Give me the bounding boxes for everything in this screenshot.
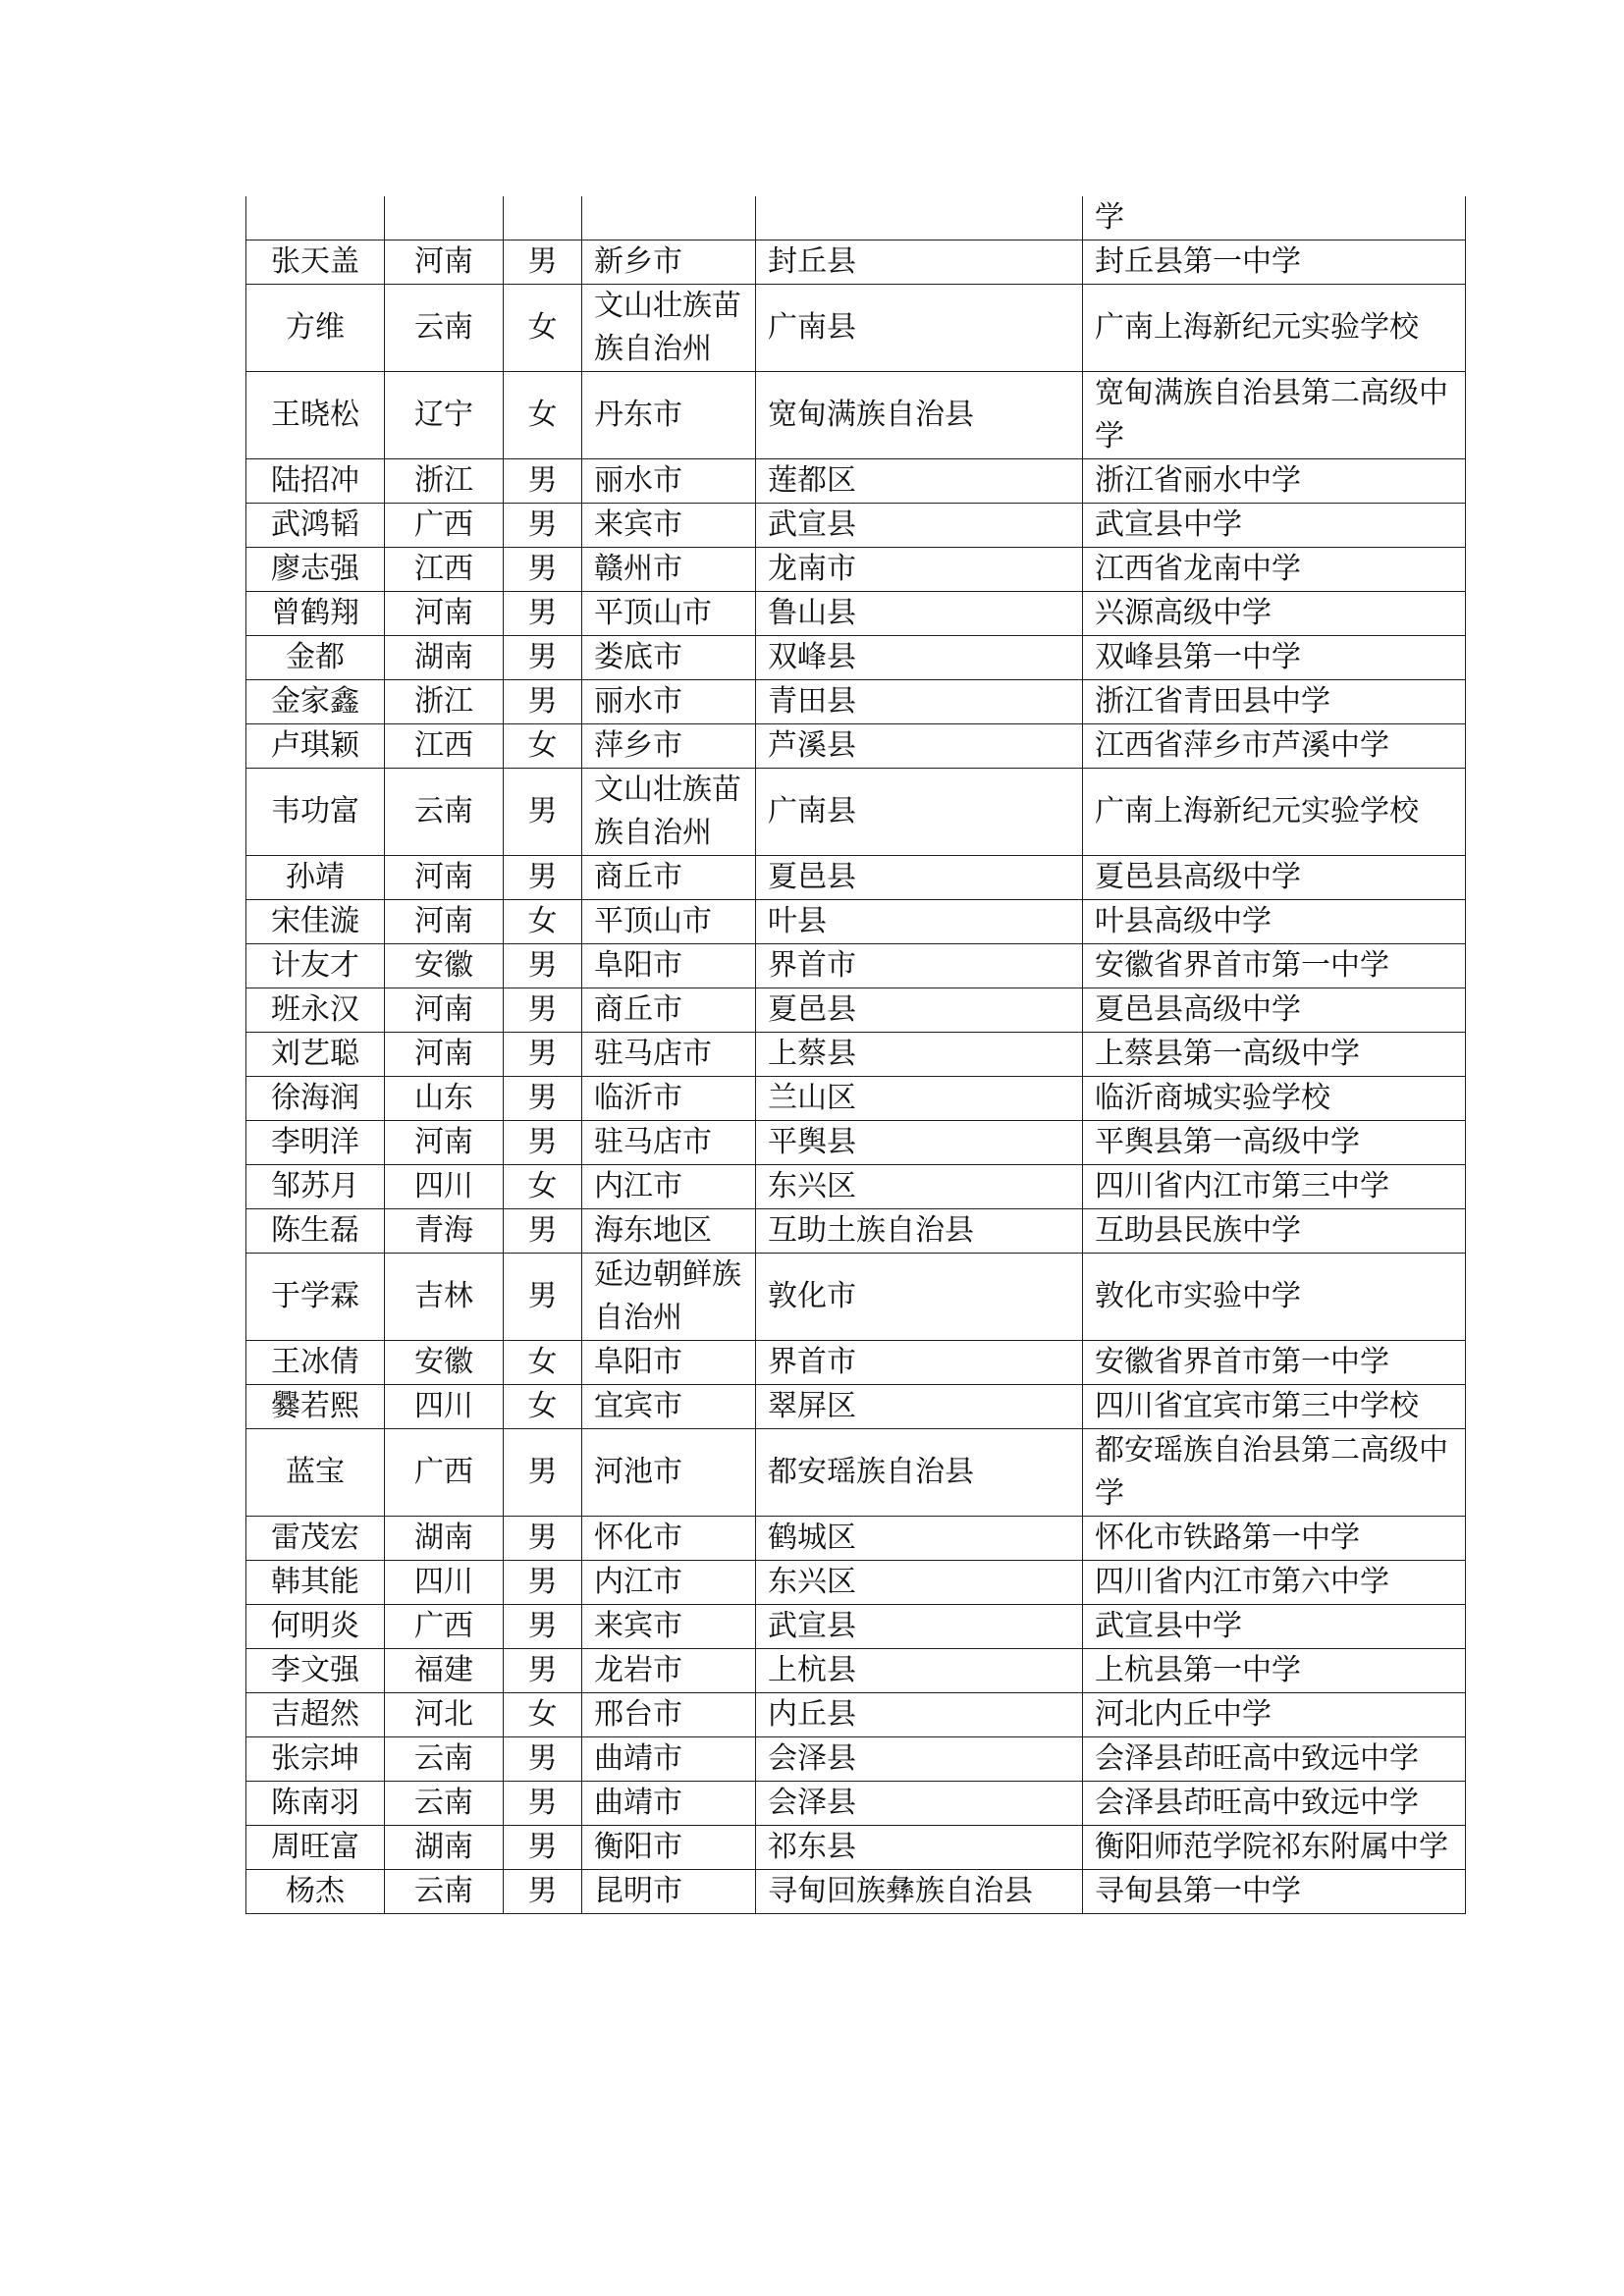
roster-body	[246, 196, 1466, 1914]
school-cell: 学	[1083, 196, 1466, 240]
county-cell: 界首市	[756, 1341, 1083, 1385]
county-cell: 东兴区	[756, 1561, 1083, 1605]
student-name-cell: 韦功富	[246, 769, 385, 856]
city-cell: 新乡市	[582, 240, 756, 285]
school-cell: 会泽县茚旺高中致远中学	[1083, 1782, 1466, 1826]
student-name-cell: 爨若熙	[246, 1385, 385, 1429]
student-name-cell: 王晓松	[246, 372, 385, 459]
county-cell: 双峰县	[756, 636, 1083, 680]
school-cell: 叶县高级中学	[1083, 900, 1466, 944]
province-cell: 吉林	[385, 1254, 504, 1341]
student-name-cell: 李文强	[246, 1649, 385, 1693]
gender-cell: 男	[504, 1254, 582, 1341]
gender-cell: 男	[504, 636, 582, 680]
table-row	[246, 856, 1466, 900]
student-name-cell: 陈南羽	[246, 1782, 385, 1826]
gender-cell: 男	[504, 1561, 582, 1605]
province-cell: 四川	[385, 1385, 504, 1429]
school-cell: 敦化市实验中学	[1083, 1254, 1466, 1341]
gender-cell: 男	[504, 1077, 582, 1121]
city-cell: 河池市	[582, 1429, 756, 1517]
province-cell: 云南	[385, 1782, 504, 1826]
gender-cell: 男	[504, 1429, 582, 1517]
city-cell: 衡阳市	[582, 1826, 756, 1870]
city-cell: 宜宾市	[582, 1385, 756, 1429]
table-row	[246, 988, 1466, 1033]
county-cell: 鹤城区	[756, 1517, 1083, 1561]
county-cell: 内丘县	[756, 1693, 1083, 1737]
school-cell: 平舆县第一高级中学	[1083, 1121, 1466, 1165]
table-row	[246, 724, 1466, 769]
student-name-cell: 孙靖	[246, 856, 385, 900]
table-row	[246, 548, 1466, 592]
student-name-cell: 于学霖	[246, 1254, 385, 1341]
province-cell: 广西	[385, 1605, 504, 1649]
city-cell: 商丘市	[582, 856, 756, 900]
table-row	[246, 1385, 1466, 1429]
gender-cell: 男	[504, 1033, 582, 1077]
gender-cell: 男	[504, 1649, 582, 1693]
city-cell: 丽水市	[582, 459, 756, 504]
city-cell: 娄底市	[582, 636, 756, 680]
student-name-cell: 王冰倩	[246, 1341, 385, 1385]
county-cell: 敦化市	[756, 1254, 1083, 1341]
table-row	[246, 285, 1466, 372]
school-cell: 上蔡县第一高级中学	[1083, 1033, 1466, 1077]
student-name-cell: 韩其能	[246, 1561, 385, 1605]
province-cell: 湖南	[385, 636, 504, 680]
province-cell: 四川	[385, 1165, 504, 1209]
school-cell: 兴源高级中学	[1083, 592, 1466, 636]
gender-cell: 男	[504, 856, 582, 900]
city-cell: 曲靖市	[582, 1737, 756, 1782]
county-cell: 莲都区	[756, 459, 1083, 504]
gender-cell: 男	[504, 592, 582, 636]
school-cell: 四川省内江市第六中学	[1083, 1561, 1466, 1605]
county-cell: 武宣县	[756, 1605, 1083, 1649]
table-row	[246, 944, 1466, 988]
province-cell: 云南	[385, 1870, 504, 1914]
city-cell: 龙岩市	[582, 1649, 756, 1693]
school-cell: 武宣县中学	[1083, 1605, 1466, 1649]
table-row	[246, 1429, 1466, 1517]
table-row	[246, 680, 1466, 724]
province-cell: 云南	[385, 769, 504, 856]
county-cell: 叶县	[756, 900, 1083, 944]
city-cell: 文山壮族苗族自治州	[582, 285, 756, 372]
gender-cell: 男	[504, 1209, 582, 1254]
county-cell: 宽甸满族自治县	[756, 372, 1083, 459]
province-cell: 辽宁	[385, 372, 504, 459]
city-cell: 怀化市	[582, 1517, 756, 1561]
city-cell: 来宾市	[582, 1605, 756, 1649]
student-name-cell: 刘艺聪	[246, 1033, 385, 1077]
gender-cell: 男	[504, 1605, 582, 1649]
county-cell: 封丘县	[756, 240, 1083, 285]
county-cell: 武宣县	[756, 504, 1083, 548]
city-cell: 临沂市	[582, 1077, 756, 1121]
gender-cell: 女	[504, 1385, 582, 1429]
county-cell: 芦溪县	[756, 724, 1083, 769]
city-cell: 内江市	[582, 1165, 756, 1209]
county-cell: 龙南市	[756, 548, 1083, 592]
county-cell: 平舆县	[756, 1121, 1083, 1165]
student-name-cell: 吉超然	[246, 1693, 385, 1737]
table-row	[246, 1605, 1466, 1649]
province-cell: 河南	[385, 900, 504, 944]
table-row	[246, 1649, 1466, 1693]
city-cell: 文山壮族苗族自治州	[582, 769, 756, 856]
student-name-cell: 杨杰	[246, 1870, 385, 1914]
city-cell: 邢台市	[582, 1693, 756, 1737]
student-name-cell: 徐海润	[246, 1077, 385, 1121]
province-cell: 福建	[385, 1649, 504, 1693]
student-name-cell: 张宗坤	[246, 1737, 385, 1782]
school-cell: 上杭县第一中学	[1083, 1649, 1466, 1693]
city-cell: 驻马店市	[582, 1033, 756, 1077]
table-row	[246, 1782, 1466, 1826]
school-cell: 江西省龙南中学	[1083, 548, 1466, 592]
school-cell: 四川省内江市第三中学	[1083, 1165, 1466, 1209]
city-cell: 延边朝鲜族自治州	[582, 1254, 756, 1341]
table-row	[246, 504, 1466, 548]
table-row	[246, 1254, 1466, 1341]
student-name-cell: 宋佳漩	[246, 900, 385, 944]
table-row	[246, 1737, 1466, 1782]
gender-cell: 男	[504, 1517, 582, 1561]
gender-cell: 男	[504, 504, 582, 548]
city-cell: 内江市	[582, 1561, 756, 1605]
gender-cell: 女	[504, 372, 582, 459]
county-cell: 都安瑶族自治县	[756, 1429, 1083, 1517]
city-cell: 来宾市	[582, 504, 756, 548]
school-cell: 互助县民族中学	[1083, 1209, 1466, 1254]
city-cell: 阜阳市	[582, 1341, 756, 1385]
gender-cell: 男	[504, 1121, 582, 1165]
city-cell: 驻马店市	[582, 1121, 756, 1165]
province-cell: 江西	[385, 724, 504, 769]
gender-cell	[504, 196, 582, 240]
province-cell: 广西	[385, 1429, 504, 1517]
school-cell: 广南上海新纪元实验学校	[1083, 285, 1466, 372]
student-name-cell: 陆招冲	[246, 459, 385, 504]
student-name-cell: 陈生磊	[246, 1209, 385, 1254]
gender-cell: 男	[504, 988, 582, 1033]
student-name-cell: 金家鑫	[246, 680, 385, 724]
table-row	[246, 1693, 1466, 1737]
county-cell: 会泽县	[756, 1737, 1083, 1782]
province-cell: 河南	[385, 1121, 504, 1165]
table-row	[246, 769, 1466, 856]
province-cell: 江西	[385, 548, 504, 592]
school-cell: 河北内丘中学	[1083, 1693, 1466, 1737]
gender-cell: 男	[504, 944, 582, 988]
province-cell: 河南	[385, 592, 504, 636]
city-cell: 阜阳市	[582, 944, 756, 988]
table-row	[246, 1826, 1466, 1870]
school-cell: 武宣县中学	[1083, 504, 1466, 548]
gender-cell: 女	[504, 285, 582, 372]
school-cell: 宽甸满族自治县第二高级中学	[1083, 372, 1466, 459]
province-cell: 湖南	[385, 1826, 504, 1870]
city-cell: 平顶山市	[582, 592, 756, 636]
school-cell: 广南上海新纪元实验学校	[1083, 769, 1466, 856]
student-name-cell: 班永汉	[246, 988, 385, 1033]
school-cell: 会泽县茚旺高中致远中学	[1083, 1737, 1466, 1782]
county-cell: 广南县	[756, 769, 1083, 856]
table-row	[246, 1077, 1466, 1121]
student-name-cell: 廖志强	[246, 548, 385, 592]
student-name-cell: 张天盖	[246, 240, 385, 285]
student-name-cell: 卢琪颖	[246, 724, 385, 769]
gender-cell: 男	[504, 240, 582, 285]
table-row	[246, 1033, 1466, 1077]
province-cell: 四川	[385, 1561, 504, 1605]
gender-cell: 男	[504, 1870, 582, 1914]
student-name-cell: 邹苏月	[246, 1165, 385, 1209]
student-name-cell	[246, 196, 385, 240]
province-cell: 安徽	[385, 1341, 504, 1385]
school-cell: 都安瑶族自治县第二高级中学	[1083, 1429, 1466, 1517]
province-cell: 河南	[385, 856, 504, 900]
province-cell: 河南	[385, 240, 504, 285]
city-cell: 商丘市	[582, 988, 756, 1033]
county-cell: 互助土族自治县	[756, 1209, 1083, 1254]
student-roster-table	[245, 196, 1466, 1914]
province-cell: 浙江	[385, 680, 504, 724]
gender-cell: 女	[504, 1693, 582, 1737]
county-cell: 兰山区	[756, 1077, 1083, 1121]
table-row	[246, 592, 1466, 636]
table-row	[246, 240, 1466, 285]
table-row	[246, 1121, 1466, 1165]
gender-cell: 男	[504, 548, 582, 592]
student-name-cell: 蓝宝	[246, 1429, 385, 1517]
county-cell: 祁东县	[756, 1826, 1083, 1870]
school-cell: 寻甸县第一中学	[1083, 1870, 1466, 1914]
county-cell: 上杭县	[756, 1649, 1083, 1693]
province-cell: 广西	[385, 504, 504, 548]
province-cell: 河南	[385, 988, 504, 1033]
city-cell: 丹东市	[582, 372, 756, 459]
county-cell: 鲁山县	[756, 592, 1083, 636]
gender-cell: 男	[504, 680, 582, 724]
school-cell: 夏邑县高级中学	[1083, 988, 1466, 1033]
county-cell: 寻甸回族彝族自治县	[756, 1870, 1083, 1914]
school-cell: 封丘县第一中学	[1083, 240, 1466, 285]
school-cell: 双峰县第一中学	[1083, 636, 1466, 680]
county-cell	[756, 196, 1083, 240]
school-cell: 夏邑县高级中学	[1083, 856, 1466, 900]
student-name-cell: 雷茂宏	[246, 1517, 385, 1561]
gender-cell: 女	[504, 724, 582, 769]
county-cell: 夏邑县	[756, 856, 1083, 900]
gender-cell: 男	[504, 769, 582, 856]
city-cell: 海东地区	[582, 1209, 756, 1254]
city-cell: 丽水市	[582, 680, 756, 724]
city-cell: 赣州市	[582, 548, 756, 592]
province-cell: 青海	[385, 1209, 504, 1254]
table-row	[246, 1209, 1466, 1254]
student-name-cell: 周旺富	[246, 1826, 385, 1870]
table-row	[246, 1165, 1466, 1209]
table-row	[246, 1561, 1466, 1605]
student-name-cell: 李明洋	[246, 1121, 385, 1165]
student-name-cell: 金都	[246, 636, 385, 680]
city-cell: 曲靖市	[582, 1782, 756, 1826]
school-cell: 怀化市铁路第一中学	[1083, 1517, 1466, 1561]
county-cell: 翠屏区	[756, 1385, 1083, 1429]
student-name-cell: 计友才	[246, 944, 385, 988]
table-row	[246, 196, 1466, 240]
table-row	[246, 1341, 1466, 1385]
city-cell: 平顶山市	[582, 900, 756, 944]
province-cell: 云南	[385, 1737, 504, 1782]
city-cell: 昆明市	[582, 1870, 756, 1914]
school-cell: 临沂商城实验学校	[1083, 1077, 1466, 1121]
gender-cell: 男	[504, 1737, 582, 1782]
gender-cell: 男	[504, 459, 582, 504]
school-cell: 浙江省青田县中学	[1083, 680, 1466, 724]
county-cell: 会泽县	[756, 1782, 1083, 1826]
table-row	[246, 1870, 1466, 1914]
county-cell: 界首市	[756, 944, 1083, 988]
county-cell: 东兴区	[756, 1165, 1083, 1209]
table-row	[246, 1517, 1466, 1561]
province-cell	[385, 196, 504, 240]
county-cell: 广南县	[756, 285, 1083, 372]
school-cell: 安徽省界首市第一中学	[1083, 944, 1466, 988]
school-cell: 安徽省界首市第一中学	[1083, 1341, 1466, 1385]
county-cell: 上蔡县	[756, 1033, 1083, 1077]
table-row	[246, 900, 1466, 944]
student-name-cell: 何明炎	[246, 1605, 385, 1649]
table-row	[246, 372, 1466, 459]
gender-cell: 男	[504, 1782, 582, 1826]
gender-cell: 女	[504, 900, 582, 944]
county-cell: 夏邑县	[756, 988, 1083, 1033]
gender-cell: 女	[504, 1341, 582, 1385]
table-row	[246, 459, 1466, 504]
student-name-cell: 方维	[246, 285, 385, 372]
school-cell: 四川省宜宾市第三中学校	[1083, 1385, 1466, 1429]
gender-cell: 男	[504, 1826, 582, 1870]
province-cell: 安徽	[385, 944, 504, 988]
student-name-cell: 曾鹤翔	[246, 592, 385, 636]
gender-cell: 女	[504, 1165, 582, 1209]
province-cell: 河南	[385, 1033, 504, 1077]
school-cell: 浙江省丽水中学	[1083, 459, 1466, 504]
province-cell: 浙江	[385, 459, 504, 504]
city-cell	[582, 196, 756, 240]
city-cell: 萍乡市	[582, 724, 756, 769]
table-row	[246, 636, 1466, 680]
province-cell: 山东	[385, 1077, 504, 1121]
province-cell: 湖南	[385, 1517, 504, 1561]
province-cell: 云南	[385, 285, 504, 372]
school-cell: 江西省萍乡市芦溪中学	[1083, 724, 1466, 769]
province-cell: 河北	[385, 1693, 504, 1737]
school-cell: 衡阳师范学院祁东附属中学	[1083, 1826, 1466, 1870]
county-cell: 青田县	[756, 680, 1083, 724]
student-name-cell: 武鸿韬	[246, 504, 385, 548]
